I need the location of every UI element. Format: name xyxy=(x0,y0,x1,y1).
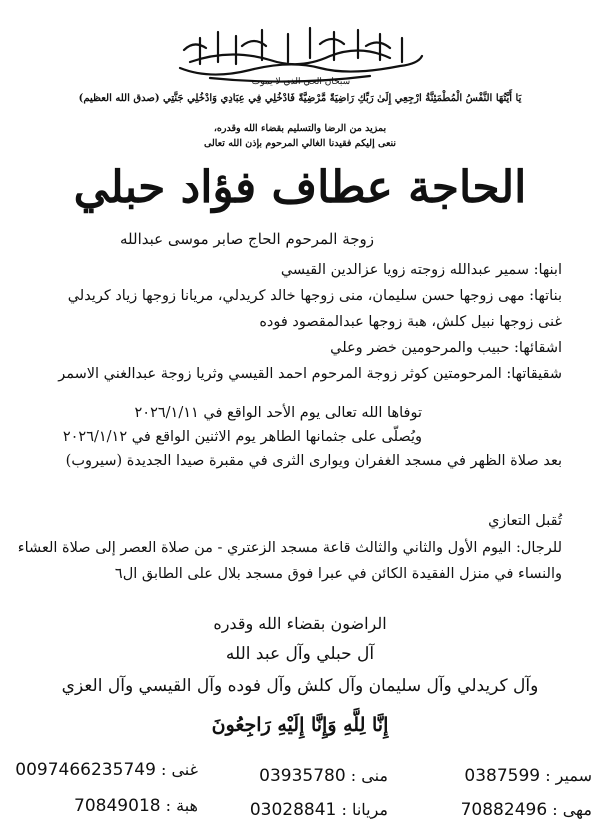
contact-name: غنى : xyxy=(160,760,198,779)
intro-line-1: بمزيد من الرضا والتسليم بقضاء الله وقدره، xyxy=(213,123,387,134)
quran-verse: يَا أَيَّتُهَا النَّفْسُ الْمُطْمَئِنَّةُ ارْجِعِي إِلَىٰ رَبِّكِ رَاضِيَةً مَّرْضِيَّةً فَادْخُلِي فِي عِبَادِي وَادْخُلِي جَنَّتِي (صدق الله العظيم) xyxy=(78,93,522,104)
signature-line-1: الراضون بقضاء الله وقدره xyxy=(213,614,387,633)
contact-maha xyxy=(461,800,592,820)
contact-name: سمير : xyxy=(545,766,592,785)
prayer-line: ويُصلّى على جثمانها الطاهر يوم الاثنين الواقع في ٢٠٢٦/١/١٢ xyxy=(62,429,422,445)
contact-number: 03028841 xyxy=(249,800,337,820)
calligraphy-ornament xyxy=(170,18,432,88)
contact-mariana xyxy=(250,800,388,820)
signature-line-2: آل حبلي وآل عبد الله xyxy=(225,644,375,664)
contact-number: 70882496 xyxy=(460,800,548,820)
contact-number: 03935780 xyxy=(259,766,346,786)
husband-line: زوجة المرحوم الحاج صابر موسى عبدالله xyxy=(120,230,375,248)
calligraphy-header xyxy=(170,18,432,88)
contact-number: 0387599 xyxy=(464,766,541,786)
sisters-line: شقيقاتها: المرحومتين كوثر زوجة المرحوم احمد القيسي وثريا زوجة عبدالغني الاسمر xyxy=(58,366,562,382)
burial-line: بعد صلاة الظهر في مسجد الغفران ويوارى الثرى في مقبرة صيدا الجديدة (سيروب) xyxy=(65,453,562,469)
daughters-line-1: بناتها: مهى زوجها حسن سليمان، منى زوجها خالد كريدلي، مريانا زوجها زياد كريدلي xyxy=(67,288,562,304)
condolences-women: والنساء في منزل الفقيدة الكائن في عبرا فوق مسجد بلال على الطابق ال٦ xyxy=(114,566,562,582)
death-date-line: توفاها الله تعالى يوم الأحد الواقع في ٢٠٢٦/١/١١ xyxy=(134,405,422,421)
brothers-line: اشقائها: حبيب والمرحومين خضر وعلي xyxy=(330,340,562,356)
contact-number: 0097466235749 xyxy=(15,760,156,780)
contact-ghina xyxy=(15,760,198,780)
quran-closing: إِنَّا لِلَّهِ وَإِنَّا إِلَيْهِ رَاجِعُونَ xyxy=(211,714,389,736)
contact-name: مهى : xyxy=(552,800,592,819)
contact-name: منى : xyxy=(350,766,388,785)
calligraphy-text: سبحان الحي الذي لا يموت xyxy=(251,77,351,87)
son-line: ابنها: سمير عبدالله زوجته زويا عزالدين القيسي xyxy=(280,262,562,278)
contact-samir xyxy=(464,766,592,786)
contact-number: 70849018 xyxy=(74,796,161,816)
contact-mona xyxy=(259,766,388,786)
condolences-title: تُقبل التعازي xyxy=(488,513,562,529)
contact-heba xyxy=(74,796,198,816)
deceased-name: الحاجة عطاف فؤاد حبلي xyxy=(73,162,527,213)
condolences-men: للرجال: اليوم الأول والثاني والثالث قاعة مسجد الزعتري - من صلاة العصر إلى صلاة العشاء xyxy=(17,540,562,556)
signature-line-3: وآل كريدلي وآل سليمان وآل كلش وآل فوده وآل القيسي وآل العزي xyxy=(61,676,539,696)
contact-name: مريانا : xyxy=(341,800,388,819)
daughters-line-2: غنى زوجها نبيل كلش، هبة زوجها عبدالمقصود فوده xyxy=(259,314,562,330)
contact-name: هبة : xyxy=(165,796,198,815)
intro-line-2: ننعى إليكم فقيدنا الغالي المرحوم بإذن الله تعالى xyxy=(203,138,397,149)
